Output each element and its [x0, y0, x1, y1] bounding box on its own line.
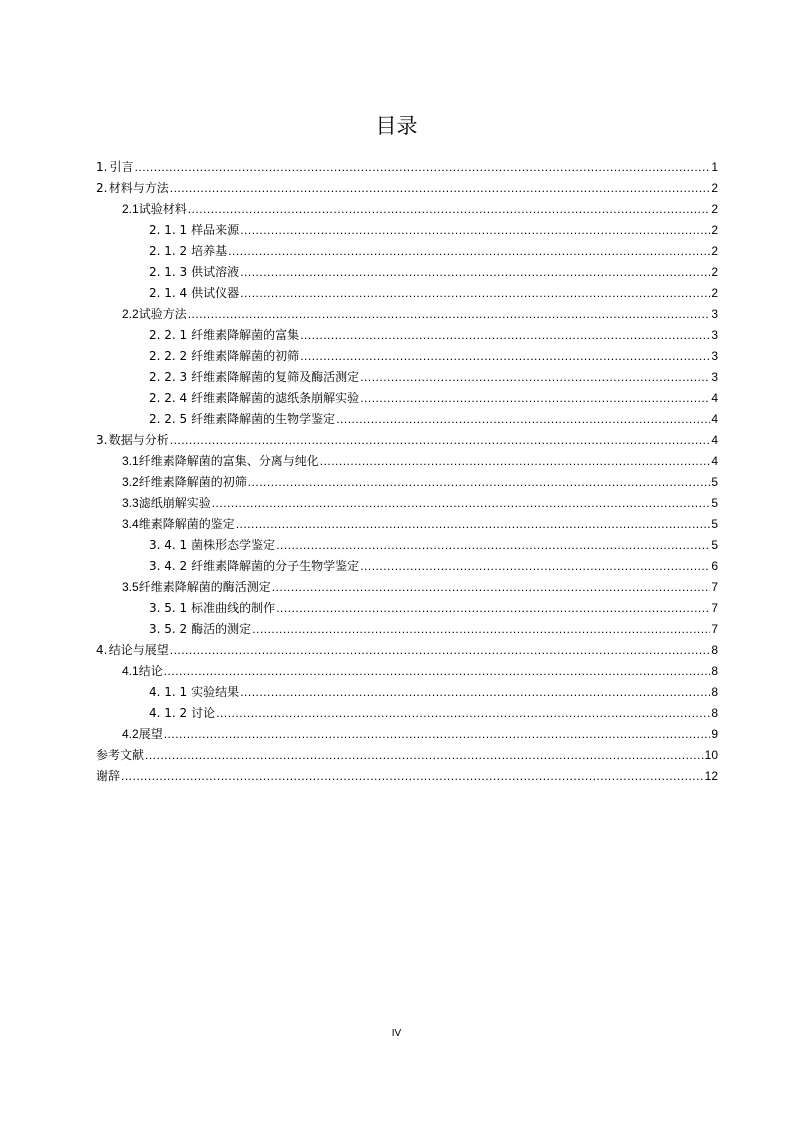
- toc-number: 3. 4. 2: [149, 559, 188, 573]
- toc-title: 纤维素降解菌的酶活测定: [138, 580, 271, 594]
- toc-title: 讨论: [191, 706, 216, 720]
- toc-leader: [170, 430, 711, 450]
- toc-title: 菌株形态学鉴定: [191, 538, 276, 552]
- toc-number: 3. 5. 2: [149, 622, 188, 636]
- toc-page: 9: [711, 727, 718, 741]
- toc-page: 12: [704, 769, 718, 783]
- toc-leader: [360, 367, 710, 387]
- toc-title: 数据与分析: [108, 433, 169, 447]
- toc-title: 试验材料: [138, 202, 187, 216]
- toc-leader: [170, 178, 711, 198]
- toc-page: 3: [711, 349, 718, 363]
- toc-leader: [300, 325, 710, 345]
- toc-page: 3: [711, 328, 718, 342]
- toc-entry-2-1-1[interactable]: [149, 220, 718, 240]
- toc-page: 7: [711, 622, 718, 636]
- toc-title: 酶活的测定: [191, 622, 252, 636]
- toc-leader: [164, 661, 711, 681]
- toc-leader: [320, 451, 711, 471]
- toc-title: 维素降解菌的鉴定: [138, 517, 235, 531]
- toc-page: 2: [711, 202, 718, 216]
- toc-page: 7: [711, 580, 718, 594]
- toc-page: 2: [711, 244, 718, 258]
- toc-entry-3[interactable]: [96, 430, 718, 450]
- toc-title: 试验方法: [138, 307, 187, 321]
- toc-title: 纤维素降解菌的富集: [191, 328, 300, 342]
- toc-leader: [135, 157, 711, 177]
- toc-entry-2-1-2[interactable]: [149, 241, 718, 261]
- toc-entry-2-2-1[interactable]: [149, 325, 718, 345]
- toc-number: 2. 1. 2: [149, 244, 188, 258]
- toc-entry-1[interactable]: [96, 157, 718, 177]
- toc-leader: [336, 409, 710, 429]
- toc-page: 4: [711, 391, 718, 405]
- toc-page: 4: [711, 454, 718, 468]
- toc-leader: [276, 535, 710, 555]
- toc-title: 纤维素降解菌的富集、分离与纯化: [138, 454, 319, 468]
- toc-title: 样品来源: [191, 223, 240, 237]
- toc-page: 3: [711, 307, 718, 321]
- toc-page: 8: [711, 685, 718, 699]
- toc-number: 2. 2. 5: [149, 412, 188, 426]
- toc-leader: [240, 283, 710, 303]
- page-title: 目录: [375, 114, 418, 138]
- toc-number: 2. 2. 2: [149, 349, 188, 363]
- toc-title: 谢辞: [96, 769, 121, 783]
- toc-leader: [228, 241, 710, 261]
- toc-entry-4-1-1[interactable]: [149, 682, 718, 702]
- toc-leader: [188, 304, 711, 324]
- toc-page: 10: [704, 748, 718, 762]
- toc-entry-4-2[interactable]: [122, 724, 718, 744]
- toc-leader: [164, 724, 711, 744]
- toc-leader: [248, 472, 711, 492]
- toc-page: 2: [711, 181, 718, 195]
- toc-page: 2: [711, 286, 718, 300]
- toc-entry-3-5-2[interactable]: [149, 619, 718, 639]
- toc-page: 8: [711, 706, 718, 720]
- toc-page: 3: [711, 370, 718, 384]
- toc-number: 3. 5. 1: [149, 601, 188, 615]
- toc-title: 实验结果: [191, 685, 240, 699]
- toc-page: 5: [711, 538, 718, 552]
- toc-leader: [360, 556, 710, 576]
- toc-leader: [188, 199, 711, 219]
- toc-title: 结论与展望: [108, 643, 169, 657]
- toc-entry-2-1-3[interactable]: [149, 262, 718, 282]
- toc-page: 6: [711, 559, 718, 573]
- toc-title: 纤维素降解菌的初筛: [191, 349, 300, 363]
- toc-page: 5: [711, 517, 718, 531]
- toc-title: 纤维素降解菌的生物学鉴定: [191, 412, 336, 426]
- toc-number: 2.2: [122, 307, 139, 321]
- toc-page: 2: [711, 223, 718, 237]
- toc-number: 3.: [96, 433, 108, 447]
- toc-title: 展望: [138, 727, 163, 741]
- toc-entry-references[interactable]: [96, 745, 718, 765]
- toc-title: 标准曲线的制作: [191, 601, 276, 615]
- toc-page: 5: [711, 496, 718, 510]
- toc-page: 8: [711, 643, 718, 657]
- toc-entry-4[interactable]: [96, 640, 718, 660]
- toc-leader: [212, 493, 711, 513]
- toc-number: 2.: [96, 181, 108, 195]
- toc-entry-2-2[interactable]: [122, 304, 718, 324]
- toc-number: 4.2: [122, 727, 139, 741]
- toc-entry-4-1[interactable]: [122, 661, 718, 681]
- toc-leader: [276, 598, 710, 618]
- toc-entry-2-2-2[interactable]: [149, 346, 718, 366]
- toc-number: 3. 4. 1: [149, 538, 188, 552]
- toc-title: 纤维素降解菌的分子生物学鉴定: [191, 559, 360, 573]
- toc-entry-3-4-1[interactable]: [149, 535, 718, 555]
- toc-number: 4.1: [122, 664, 139, 678]
- toc-leader: [170, 640, 711, 660]
- toc-entry-3-3[interactable]: [122, 493, 718, 513]
- toc-page: 2: [711, 265, 718, 279]
- toc-leader: [240, 220, 710, 240]
- toc-entry-3-5[interactable]: [122, 577, 718, 597]
- toc-leader: [272, 577, 711, 597]
- toc-entry-4-1-2[interactable]: [149, 703, 718, 723]
- toc-page: 7: [711, 601, 718, 615]
- toc-title: 结论: [138, 664, 163, 678]
- toc-leader: [216, 703, 710, 723]
- toc-entry-2-2-3[interactable]: [149, 367, 718, 387]
- toc-number: 2. 1. 4: [149, 286, 188, 300]
- toc-leader: [240, 682, 710, 702]
- toc-number: 2. 2. 1: [149, 328, 188, 342]
- toc-entry-3-4[interactable]: [122, 514, 718, 534]
- toc-number: 4. 1. 2: [149, 706, 188, 720]
- toc-number: 3.1: [122, 454, 139, 468]
- page-number-footer: IV: [391, 1028, 402, 1039]
- toc-title: 引言: [109, 160, 134, 174]
- toc-title: 培养基: [191, 244, 228, 258]
- toc-page: 4: [711, 433, 718, 447]
- toc-entry-3-1[interactable]: [122, 451, 718, 471]
- toc-leader: [252, 619, 710, 639]
- toc-number: 2. 2. 3: [149, 370, 188, 384]
- toc-page: 1: [711, 160, 718, 174]
- toc-entry-3-4-2[interactable]: [149, 556, 718, 576]
- toc-leader: [145, 745, 704, 765]
- toc-number: 2.1: [122, 202, 139, 216]
- toc-number: 3.5: [122, 580, 139, 594]
- toc-entry-3-5-1[interactable]: [149, 598, 718, 618]
- toc-number: 3.2: [122, 475, 139, 489]
- toc-title: 参考文献: [96, 748, 145, 762]
- toc-entry-3-2[interactable]: [122, 472, 718, 492]
- toc-title: 材料与方法: [108, 181, 169, 195]
- toc-page: 8: [711, 664, 718, 678]
- toc-number: 2. 1. 3: [149, 265, 188, 279]
- toc-leader: [121, 766, 704, 786]
- toc-page: 5: [711, 475, 718, 489]
- toc-entry-2[interactable]: [96, 178, 718, 198]
- toc-title: 纤维素降解菌的滤纸条崩解实验: [191, 391, 360, 405]
- toc-number: 2. 2. 4: [149, 391, 188, 405]
- toc-leader: [240, 262, 710, 282]
- toc-entry-2-2-4[interactable]: [149, 388, 718, 408]
- toc-title: 纤维素降解菌的初筛: [138, 475, 247, 489]
- toc-title: 滤纸崩解实验: [138, 496, 211, 510]
- toc-entry-2-1[interactable]: [122, 199, 718, 219]
- toc-title: 供试溶液: [191, 265, 240, 279]
- toc-number: 1.: [96, 160, 108, 174]
- toc-title: 纤维素降解菌的复筛及酶活测定: [191, 370, 360, 384]
- toc-entry-acknowledgements[interactable]: [96, 766, 718, 786]
- toc-entry-2-1-4[interactable]: [149, 283, 718, 303]
- toc-leader: [360, 388, 710, 408]
- toc-number: 3.4: [122, 517, 139, 531]
- toc-number: 3.3: [122, 496, 139, 510]
- toc-number: 2. 1. 1: [149, 223, 188, 237]
- toc-page: 4: [711, 412, 718, 426]
- toc-number: 4.: [96, 643, 108, 657]
- toc-leader: [236, 514, 711, 534]
- toc-leader: [300, 346, 710, 366]
- toc-title: 供试仪器: [191, 286, 240, 300]
- toc-number: 4. 1. 1: [149, 685, 188, 699]
- toc-entry-2-2-5[interactable]: [149, 409, 718, 429]
